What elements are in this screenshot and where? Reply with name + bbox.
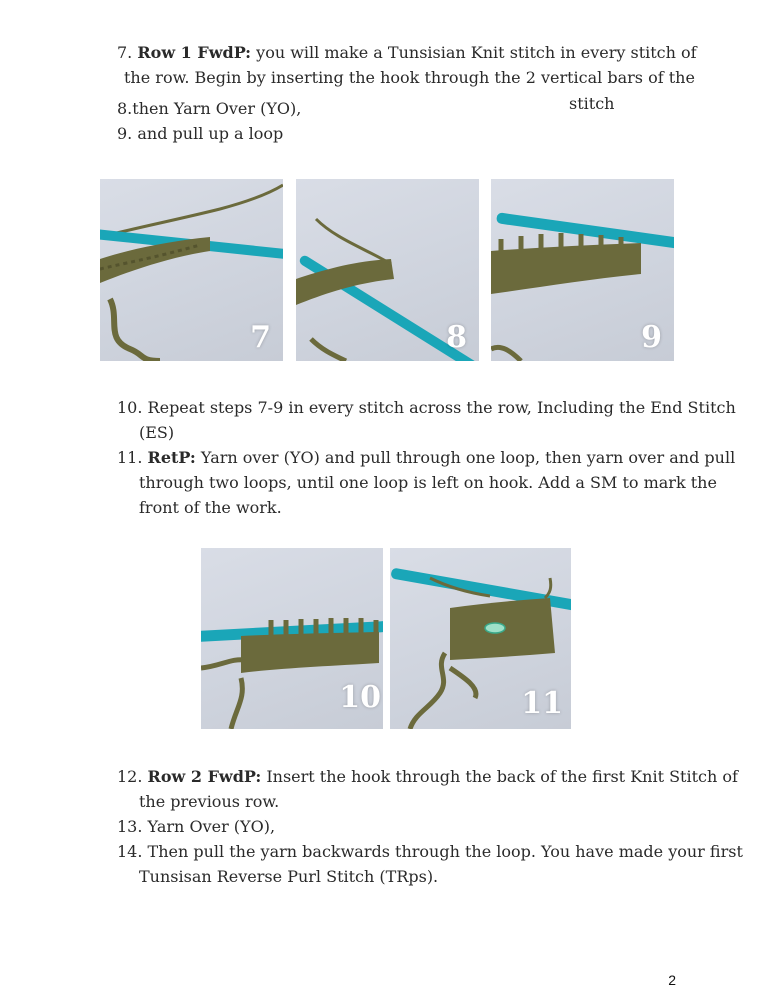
step-7-text-c: stitch (569, 94, 615, 113)
step-13-text: Yarn Over (YO), (147, 817, 276, 836)
photo-step-8 (296, 179, 479, 361)
step-8: 8.then Yarn Over (YO), (117, 99, 302, 118)
step-14-line-1 (117, 839, 743, 864)
step-12-number: 12. (117, 767, 143, 786)
step-7-text-b: the row. Begin by inserting the hook through the 2 vertical bars of the (124, 68, 695, 87)
step-14-text-b: Tunsisan Reverse Purl Stitch (TRps). (139, 867, 439, 886)
step-10-text-b: (ES) (139, 423, 175, 442)
step-10-number: 10. (117, 398, 143, 417)
page-number: 2 (668, 972, 676, 988)
photo-step-10 (201, 548, 383, 729)
step-11-title: RetP: (147, 448, 196, 467)
photo-step-11 (390, 548, 571, 729)
step-13-number: 13. (117, 817, 143, 836)
step-14-text-a: Then pull the yarn backwards through the loop. You have made your first (147, 842, 743, 861)
photo-step-8-label: 8 (446, 320, 467, 355)
step-10-text-a: Repeat steps 7-9 in every stitch across the row, Including the End Stitch (147, 398, 736, 417)
step-11-text-c: front of the work. (139, 498, 282, 517)
photo-step-11-label: 11 (521, 686, 563, 721)
step-12-title: Row 2 FwdP: (147, 767, 262, 786)
step-11-line-1 (117, 445, 735, 470)
step-7-text-a: you will make a Tunsisian Knit stitch in every stitch of (251, 43, 697, 62)
photo-step-7 (100, 179, 283, 361)
step-9-number: 9. (117, 124, 133, 143)
step-7-line-1 (117, 40, 697, 65)
step-12-line-1 (117, 764, 738, 789)
step-10-line-1 (117, 395, 736, 420)
step-13-line (117, 814, 275, 839)
step-9-line (117, 121, 283, 146)
photo-step-9 (491, 179, 674, 361)
step-11-text-a: Yarn over (YO) and pull through one loop, then yarn over and pull (195, 448, 736, 467)
step-9-text: and pull up a loop (137, 124, 284, 143)
step-14-number: 14. (117, 842, 143, 861)
photo-step-9-label: 9 (641, 320, 662, 355)
step-7-title: Row 1 FwdP: (137, 43, 252, 62)
photo-step-7-label: 7 (250, 320, 271, 355)
photo-step-10-label: 10 (339, 680, 381, 715)
step-11-number: 11. (117, 448, 143, 467)
step-11-text-b: through two loops, until one loop is left on hook. Add a SM to mark the (139, 473, 717, 492)
step-12-text-a: Insert the hook through the back of the first Knit Stitch of (261, 767, 738, 786)
step-7-number: 7. (117, 43, 133, 62)
step-12-text-b: the previous row. (139, 792, 280, 811)
